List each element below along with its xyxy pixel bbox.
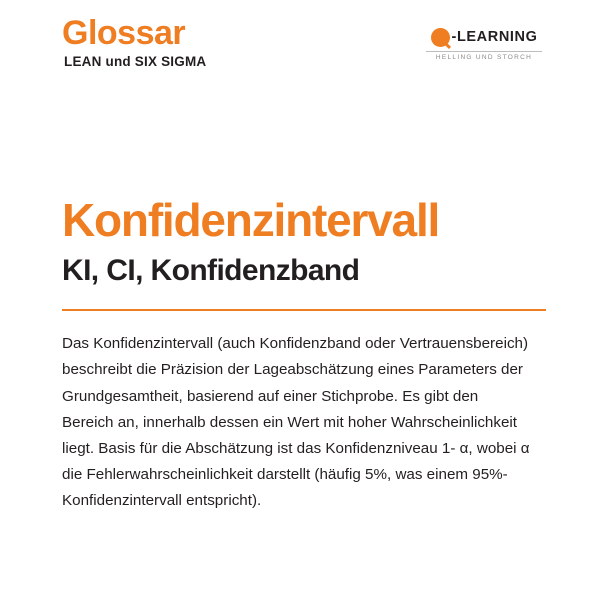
- accent-divider: [62, 309, 546, 311]
- brand-subtitle: LEAN und SIX SIGMA: [64, 53, 207, 69]
- entry-content: [62, 196, 546, 529]
- company-logo: [416, 26, 552, 61]
- q-circle-icon: [431, 28, 450, 47]
- header: [0, 0, 600, 92]
- brand-title: Glossar: [62, 14, 186, 52]
- logo-wordmark: -LEARNING: [451, 29, 538, 45]
- logo-tagline: HELLING UND STORCH: [435, 54, 533, 61]
- brand-block: [62, 16, 206, 69]
- logo-divider: [426, 51, 542, 52]
- entry-synonyms: KI, CI, Konfidenzband: [62, 254, 360, 288]
- entry-term: Konfidenzintervall: [62, 194, 440, 246]
- entry-definition: Das Konfidenzintervall (auch Konfidenzband oder Vertrauensbereich) beschreibt die Präzision der Lageabschätzung eines Parameters der Grundgesamtheit, basierend auf einer Stichprobe. Es gibt den Bereich an, innerhalb dessen ein Wert mit hoher Wahrscheinlichkeit liegt. Basis für die Abschätzung ist das Konfidenzniveau 1- α, wobei α die Fehlerwahrscheinlichkeit darstellt (häufig 5%, was einem 95%-Konfidenzintervall entspricht).: [62, 335, 530, 510]
- logo-wordmark-row: [416, 26, 552, 48]
